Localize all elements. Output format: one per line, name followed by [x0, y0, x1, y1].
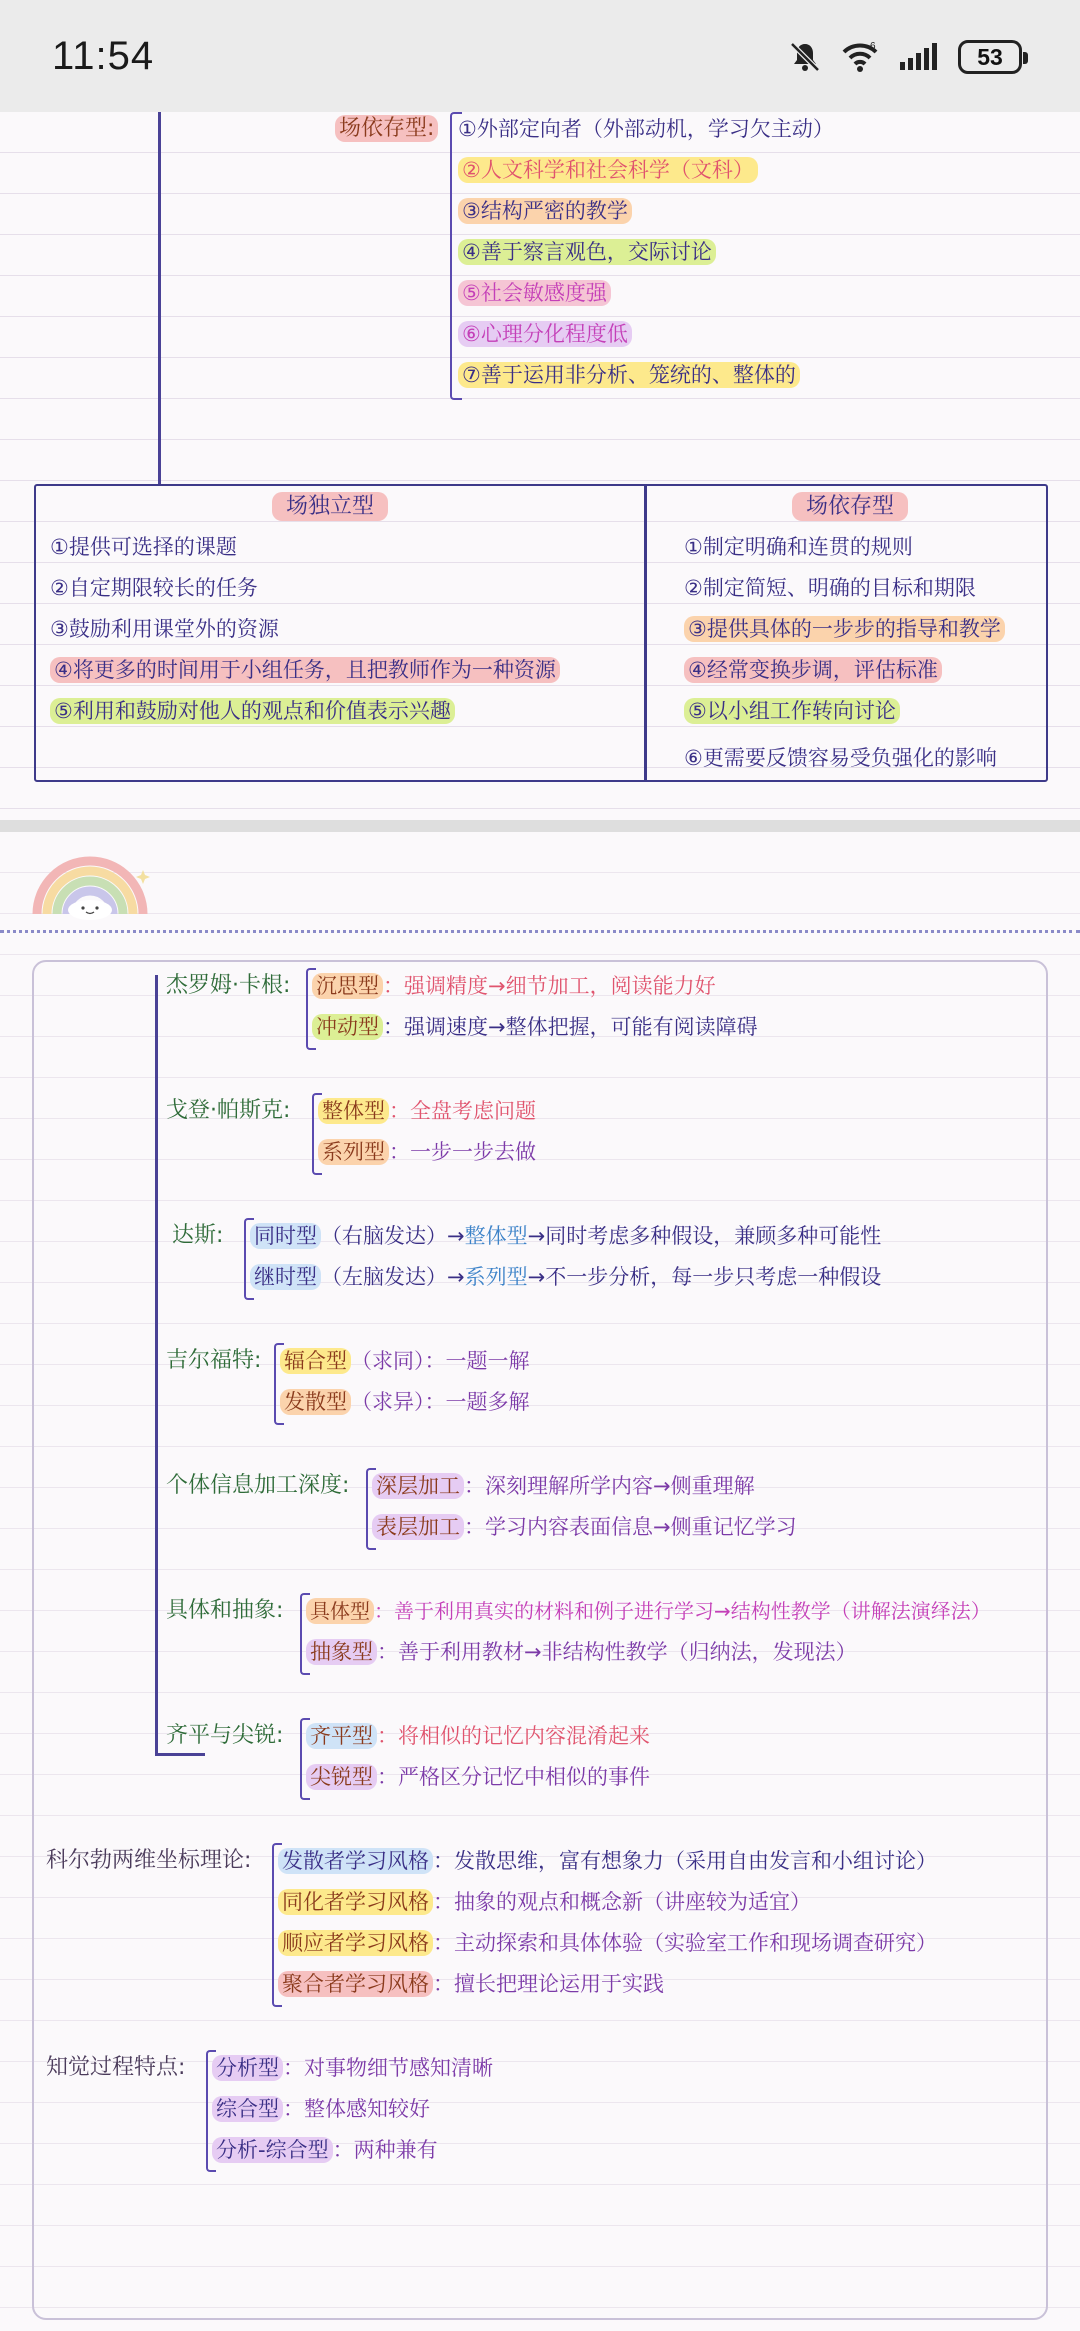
style-item: 深层加工 ：深刻理解所学内容→侧重理解 — [372, 1471, 755, 1501]
list-item: ⑦善于运用非分析、笼统的、整体的 — [458, 360, 800, 390]
page-separator — [0, 820, 1080, 832]
table-cell: ③提供具体的一步步的指导和教学 — [684, 614, 1005, 644]
status-icons — [788, 40, 1022, 74]
perception-item: 分析型 ：对事物细节感知清晰 — [212, 2053, 493, 2083]
dotted-divider — [0, 930, 1080, 933]
list-item: ③结构严密的教学 — [458, 196, 632, 226]
kolb-item: 发散者学习风格 ：发散思维，富有想象力（采用自由发言和小组讨论） — [278, 1846, 937, 1876]
style-item: 沉思型 ：强调精度→细节加工，阅读能力好 — [312, 971, 716, 1001]
list-item: ⑤社会敏感度强 — [458, 278, 611, 308]
author-label: 吉尔福特: — [166, 1348, 262, 1373]
style-item: 尖锐型 ：严格区分记忆中相似的事件 — [306, 1762, 650, 1792]
style-item: 整体型 ：全盘考虑问题 — [318, 1096, 536, 1126]
table-cell: ⑤利用和鼓励对他人的观点和价值表示兴趣 — [50, 696, 455, 726]
kolb-title: 科尔勃两维坐标理论: — [46, 1848, 252, 1873]
table-cell: ①提供可选择的课题 — [50, 535, 237, 559]
clock: 11:54 — [52, 34, 155, 78]
style-item: 发散型 （求异）：一题多解 — [280, 1387, 530, 1417]
table-cell: ④将更多的时间用于小组任务，且把教师作为一种资源 — [50, 655, 560, 685]
perception-item: 综合型 ：整体感知较好 — [212, 2094, 430, 2124]
svg-text:6: 6 — [870, 41, 876, 52]
style-item: 齐平型 ：将相似的记忆内容混淆起来 — [306, 1721, 650, 1751]
table-cell: ③鼓励利用课堂外的资源 — [50, 617, 279, 641]
tree-spine — [155, 975, 158, 1755]
field-dependent-label: 场依存型: — [335, 114, 438, 144]
author-label: 齐平与尖锐: — [166, 1723, 284, 1748]
table-cell: ②制定简短、明确的目标和期限 — [684, 576, 976, 600]
perception-item: 分析-综合型 ：两种兼有 — [212, 2135, 438, 2165]
kolb-item: 同化者学习风格 ：抽象的观点和概念新（讲座较为适宜） — [278, 1887, 811, 1917]
tree-spine-foot — [155, 1753, 205, 1756]
author-label: 达斯: — [172, 1223, 224, 1248]
table-cell: ②自定期限较长的任务 — [50, 576, 258, 600]
author-label: 个体信息加工深度: — [166, 1473, 350, 1498]
style-item: 表层加工 ：学习内容表面信息→侧重记忆学习 — [372, 1512, 797, 1542]
style-item: 具体型 ：善于利用真实的材料和例子进行学习→结构性教学（讲解法演绎法） — [306, 1596, 991, 1626]
style-item: 系列型 ：一步一步去做 — [318, 1137, 536, 1167]
author-label: 杰罗姆·卡根: — [166, 973, 291, 998]
table-cell: ⑥更需要反馈容易受负强化的影响 — [684, 746, 997, 770]
list-item: ①外部定向者（外部动机，学习欠主动） — [458, 117, 834, 141]
style-item: 同时型 （右脑发达）→整体型→同时考虑多种假设，兼顾多种可能性 — [250, 1221, 881, 1251]
style-item: 继时型 （左脑发达）→系列型→不一步分析，每一步只考虑一种假设 — [250, 1262, 881, 1292]
style-item: 抽象型 ：善于利用教材→非结构性教学（归纳法，发现法） — [306, 1637, 857, 1667]
mute-icon — [788, 40, 822, 74]
list-item: ④善于察言观色，交际讨论 — [458, 237, 716, 267]
table-cell: ①制定明确和连贯的规则 — [684, 535, 913, 559]
list-item: ⑥心理分化程度低 — [458, 319, 632, 349]
list-item: ②人文科学和社会科学（文科） — [458, 155, 758, 185]
kolb-item: 聚合者学习风格 ：擅长把理论运用于实践 — [278, 1969, 664, 1999]
table-header-left: 场独立型 — [272, 492, 388, 522]
author-label: 具体和抽象: — [166, 1598, 284, 1623]
tree-trunk — [158, 112, 161, 484]
rainbow-sticker-icon — [25, 852, 155, 922]
style-item: 辐合型 （求同）：一题一解 — [280, 1346, 530, 1376]
table-cell: ④经常变换步调，评估标准 — [684, 655, 942, 685]
wifi-icon — [840, 40, 880, 74]
signal-icon — [898, 42, 940, 72]
table-header-right: 场依存型 — [792, 492, 908, 522]
table-cell: ⑤以小组工作转向讨论 — [684, 696, 900, 726]
author-label: 戈登·帕斯克: — [166, 1098, 291, 1123]
battery-icon: 53 — [958, 40, 1022, 74]
perception-title: 知觉过程特点: — [46, 2055, 186, 2080]
status-bar — [0, 0, 1080, 112]
style-item: 冲动型 ：强调速度→整体把握，可能有阅读障碍 — [312, 1012, 758, 1042]
kolb-item: 顺应者学习风格 ：主动探索和具体体验（实验室工作和现场调查研究） — [278, 1928, 937, 1958]
table-divider — [644, 486, 647, 780]
